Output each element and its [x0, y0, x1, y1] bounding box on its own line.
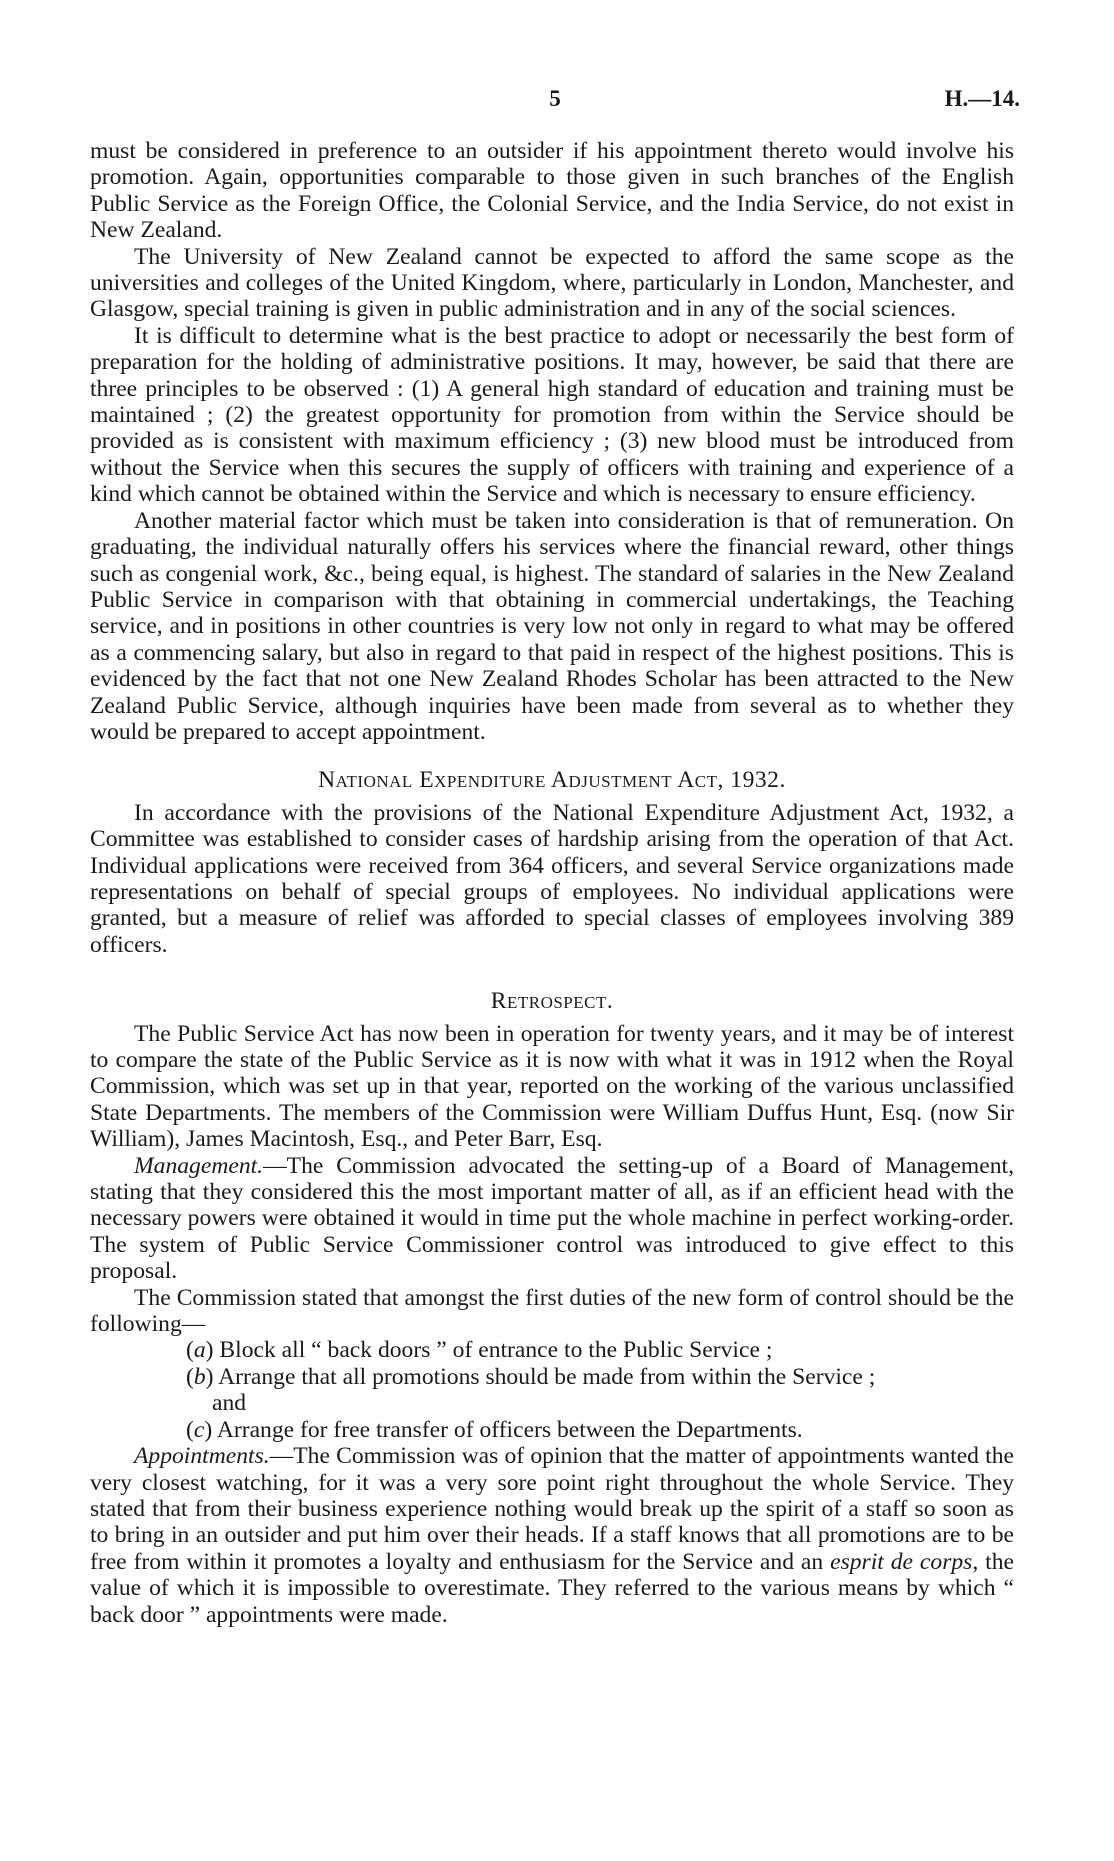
section-heading: National Expenditure Adjustment Act, 1932.: [318, 767, 786, 794]
paragraph-management: [90, 1153, 1014, 1285]
appointments-text: —The Commission was of opinion that the matter of appointments wanted the very closest watching, for it was a very sore point right throughout the whole Service. They stated that from their business experience nothing would break up the spirit of a staff so soon as to bring in an outsider and put him over their heads. If a staff knows that all promotions are to be free from within it promotes a loyalty and enthusiasm for the Service and an: [90, 1443, 1014, 1575]
list-item: (a) Block all “ back doors ” of entrance to the Public Service ;: [186, 1337, 773, 1364]
list-conjunction: and: [212, 1390, 247, 1417]
paragraph: The Public Service Act has now been in operation for twenty years, and it may be of interest to compare the state of the Public Service as it is now with what it was in 1912 when the Royal Commission, which was set up in that year, reported on the working of the various unclassified State Departments. The members of the Commission were William Duffus Hunt, Esq. (now Sir William), James Macintosh, Esq., and Peter Barr, Esq.: [90, 1020, 1014, 1153]
page-number: 5: [549, 86, 561, 111]
document-body: [90, 138, 1014, 1628]
paragraph: The Commission stated that amongst the first duties of the new form of control should be the following—: [90, 1284, 1014, 1338]
paragraph: Another material factor which must be taken into consideration is that of remuneration. On graduating, the individual naturally offers his services where the financial reward, other things such as congenial work, &c., being equal, is highest. The standard of salaries in the New Zealand Public Service in comparison with that obtaining in commercial undertakings, the Teaching service, and in positions in other countries is very low not only in regard to what may be offered as a commencing salary, but also in regard to that paid in respect of the highest positions. This is evidenced by the fact that not one New Zealand Rhodes Scholar has been attracted to the New Zealand Public Service, although inquiries have been made from several as to whether they would be prepared to accept appointment.: [90, 507, 1014, 745]
paragraph: It is difficult to determine what is the best practice to adopt or necessarily the best form of preparation for the holding of administrative positions. It may, however, be said that there are three principles to be observed : (1) A general high standard of education and training must be maintained ; (2) the greatest opportunity for promotion from within the Service should be provided as is consistent with maximum efficiency ; (3) new blood must be introduced from without the Service when this secures the supply of officers with training and experience of a kind which cannot be obtained within the Service and which is necessary to ensure efficiency.: [90, 322, 1014, 508]
management-text: —The Commission advocated the setting-up of a Board of Management, stating that they considered this the most important matter of all, as if an efficient head with the necessary powers were obtained it would in time put the whole machine in perfect working-order. The system of Public Service Commissioner control was introduced to give effect to this proposal.: [90, 1152, 1014, 1285]
list-item-text: Arrange for free transfer of officers between the Departments.: [216, 1416, 803, 1443]
duties-list: [90, 1337, 1014, 1443]
list-marker: a: [193, 1337, 206, 1364]
list-marker: c: [193, 1416, 205, 1443]
appointments-text-end: , the value of which it is impossible to overestimate. They referred to the various means by which “ back door ” appointments were made.: [90, 1548, 1015, 1628]
list-marker: b: [193, 1363, 206, 1390]
list-item-text: Block all “ back doors ” of entrance to the Public Service ;: [219, 1337, 773, 1364]
paragraph: The University of New Zealand cannot be expected to afford the same scope as the universities and colleges of the United Kingdom, where, particularly in London, Manchester, and Glasgow, special training is given in public administration and in any of the social sciences.: [90, 243, 1014, 323]
paragraph-appointments: [90, 1443, 1014, 1628]
appointments-label: Appointments.: [134, 1443, 270, 1470]
list-item: (c) Arrange for free transfer of officers between the Departments.: [186, 1416, 803, 1443]
list-item-text: Arrange that all promotions should be made from within the Service ;: [218, 1363, 876, 1390]
page-header: [90, 86, 1020, 116]
document-reference: H.—14.: [944, 86, 1020, 111]
section-heading: Retrospect.: [490, 988, 614, 1015]
esprit-de-corps: esprit de corps: [830, 1548, 973, 1575]
list-item: (b) Arrange that all promotions should be made from within the Service ;: [186, 1363, 876, 1390]
paragraph: must be considered in preference to an outsider if his appointment thereto would involve his promotion. Again, opportunities comparable to those given in such branches of the English Public Service as the Foreign Office, the Colonial Service, and the India Service, do not exist in New Zealand.: [90, 138, 1014, 244]
management-label: Management.: [134, 1152, 264, 1179]
paragraph: In accordance with the provisions of the National Expenditure Adjustment Act, 1932, a Committee was established to consider cases of hardship arising from the operation of that Act. Individual applications were received from 364 officers, and several Service organizations made representations on behalf of special groups of employees. No individual applications were granted, but a measure of relief was afforded to special classes of employees involving 389 officers.: [90, 799, 1014, 958]
